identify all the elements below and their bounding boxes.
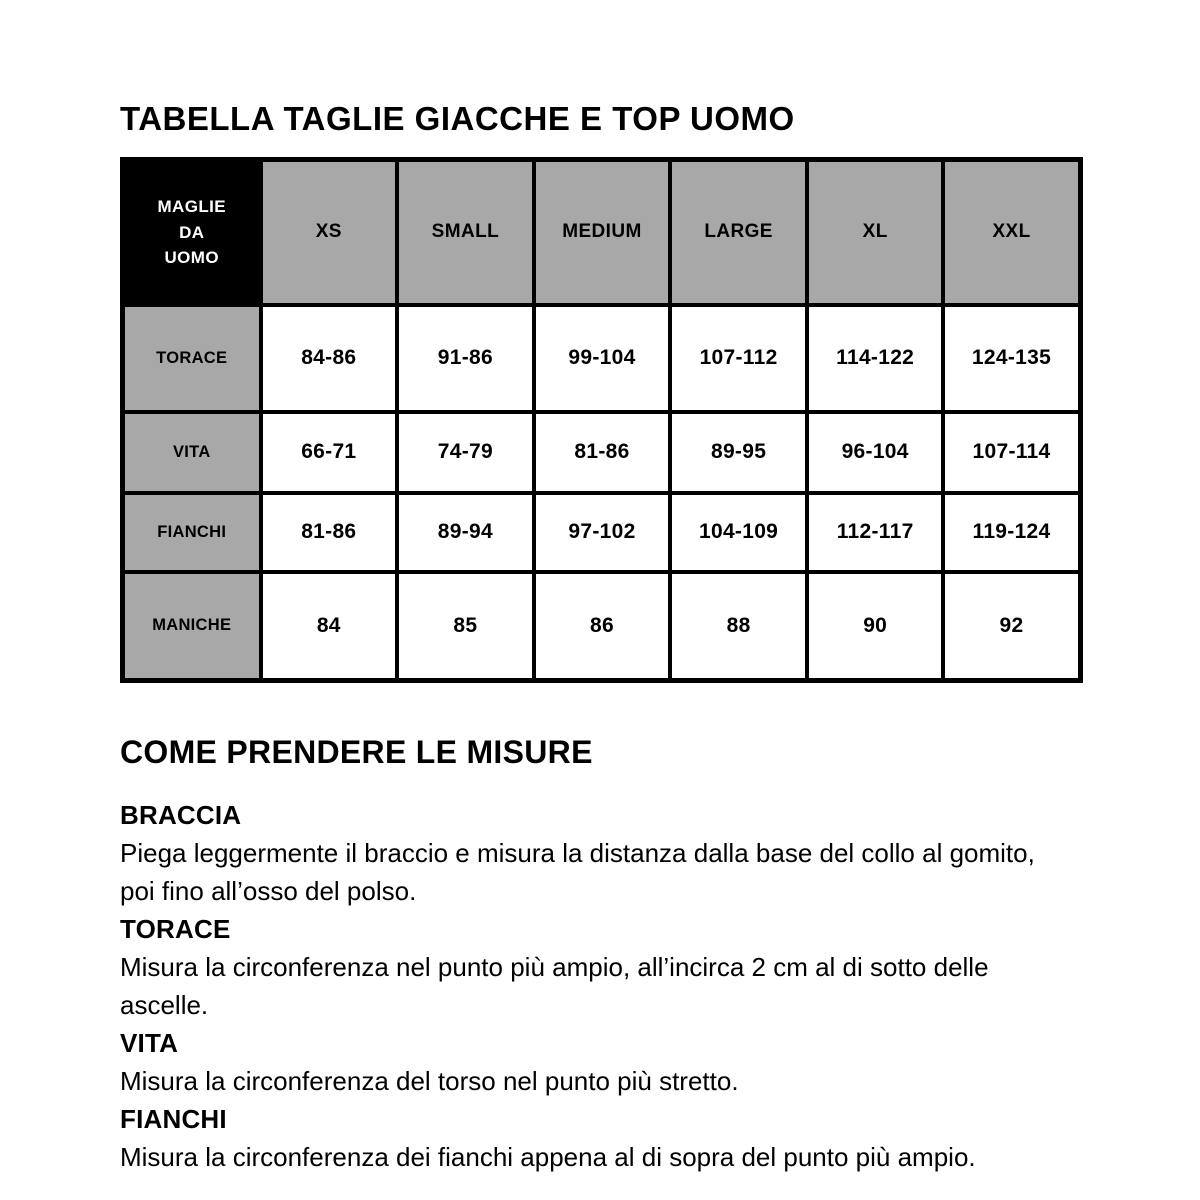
cell-vita-small: 74-79 [397,412,534,493]
cell-vita-large: 89-95 [670,412,807,493]
table-row-torace [123,305,1081,412]
cell-torace-xxl: 124-135 [943,305,1080,412]
table-row-vita [123,412,1081,493]
measure-section-torace [120,910,1080,1024]
cell-fianchi-small: 89-94 [397,493,534,572]
cell-vita-xs: 66-71 [261,412,398,493]
measure-section-vita [120,1024,1080,1100]
cell-maniche-xs: 84 [261,572,398,681]
measure-text-line: ascelle. [120,990,209,1020]
corner-line: MAGLIE [157,197,226,216]
cell-maniche-large: 88 [670,572,807,681]
table-row-maniche [123,572,1081,681]
cell-vita-medium: 81-86 [534,412,671,493]
cell-fianchi-large: 104-109 [670,493,807,572]
measure-text-line: Piega leggermente il braccio e misura la distanza dalla base del collo al gomito, [120,838,1035,868]
cell-vita-xxl: 107-114 [943,412,1080,493]
table-header-row [123,160,1081,305]
page-title: TABELLA TAGLIE GIACCHE E TOP UOMO [120,100,795,137]
measure-label-fianchi: FIANCHI [120,1104,227,1134]
measure-label-vita: VITA [120,1028,179,1058]
measure-section-fianchi [120,1100,1080,1176]
cell-fianchi-xs: 81-86 [261,493,398,572]
corner-line: UOMO [164,248,219,267]
column-header-large: LARGE [670,160,807,305]
measure-label-torace: TORACE [120,914,231,944]
cell-fianchi-medium: 97-102 [534,493,671,572]
measure-section-braccia [120,796,1080,910]
column-header-xs: XS [261,160,398,305]
row-label-torace: TORACE [123,305,261,412]
cell-torace-large: 107-112 [670,305,807,412]
cell-maniche-small: 85 [397,572,534,681]
cell-maniche-xxl: 92 [943,572,1080,681]
row-label-vita: VITA [123,412,261,493]
table-row-fianchi [123,493,1081,572]
cell-torace-medium: 99-104 [534,305,671,412]
column-header-small: SMALL [397,160,534,305]
measure-text-line: Misura la circonferenza nel punto più ampio, all’incirca 2 cm al di sotto delle [120,952,989,982]
column-header-xl: XL [807,160,944,305]
corner-cell-maglie-da-uomo [123,160,261,305]
cell-maniche-medium: 86 [534,572,671,681]
measure-text-line: Misura la circonferenza dei fianchi appena al di sopra del punto più ampio. [120,1142,976,1172]
measure-guide-section [120,734,1080,1176]
cell-vita-xl: 96-104 [807,412,944,493]
cell-fianchi-xl: 112-117 [807,493,944,572]
measure-label-braccia: BRACCIA [120,800,242,830]
measure-text-line: Misura la circonferenza del torso nel punto più stretto. [120,1066,739,1096]
size-chart-table [120,157,1083,683]
cell-torace-xs: 84-86 [261,305,398,412]
cell-torace-xl: 114-122 [807,305,944,412]
row-label-fianchi: FIANCHI [123,493,261,572]
measure-guide-heading: COME PRENDERE LE MISURE [120,734,593,770]
measure-text-line: poi fino all’osso del polso. [120,876,417,906]
cell-fianchi-xxl: 119-124 [943,493,1080,572]
row-label-maniche: MANICHE [123,572,261,681]
cell-torace-small: 91-86 [397,305,534,412]
corner-line: DA [179,222,205,242]
column-header-xxl: XXL [943,160,1080,305]
column-header-medium: MEDIUM [534,160,671,305]
cell-maniche-xl: 90 [807,572,944,681]
